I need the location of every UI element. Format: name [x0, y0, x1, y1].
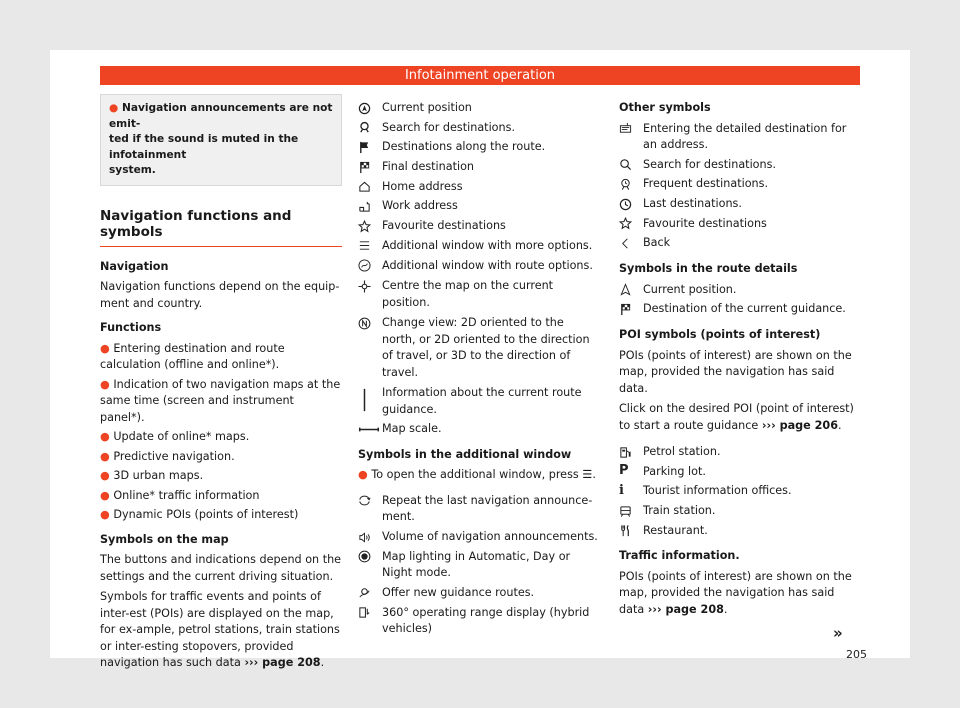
symbol-row: Search for destinations. [358, 120, 598, 137]
additional-window-heading: Symbols in the additional window [358, 447, 572, 461]
symbol-row: Final destination [358, 159, 598, 176]
list-item: ● Predictive navigation. [100, 449, 235, 463]
symbol-row: Search for destinations. [619, 157, 859, 174]
list-item: ● 3D urban maps. [100, 469, 204, 482]
symbol-row: Current position. [619, 282, 859, 299]
functions-heading: Functions [100, 321, 162, 334]
restaurant-icon [619, 523, 643, 539]
route-details-heading: Symbols in the route details [619, 262, 798, 276]
center-map-icon [358, 278, 382, 294]
list-item: ● Indication of two navigation maps at the same time (screen and instrument panel*). [100, 377, 341, 424]
symbol-row: Centre the map on the current position. [358, 278, 598, 311]
list-item: ● Update of online* maps. [100, 430, 250, 443]
symbol-row: Last destinations. [619, 196, 859, 213]
note-box: ● Navigation announcements are not emit- ted if the sound is muted in the infotainment system. [100, 94, 342, 186]
symbol-row: Destination of the current guidance. [619, 301, 859, 318]
symbol-row: Information about the current route guidance. [358, 385, 598, 418]
scale-icon [358, 421, 382, 437]
column-3 [619, 100, 859, 622]
traffic-heading: Traffic information. [619, 549, 740, 563]
continue-arrow: » [833, 624, 843, 642]
list-item: ● Entering destination and route calculation (offline and online*). [100, 341, 285, 371]
map-lighting-icon [358, 549, 382, 565]
map-symbols-heading: Symbols on the map [100, 532, 229, 546]
clock-icon [619, 196, 643, 212]
petrol-icon [619, 444, 643, 460]
column-2 [358, 100, 598, 641]
page-header: Infotainment operation [100, 66, 860, 85]
star-icon [619, 216, 643, 232]
symbol-row: Train station. [619, 503, 859, 520]
symbol-row: Map scale. [358, 421, 598, 438]
checkered-flag-icon [358, 159, 382, 175]
repeat-icon [358, 493, 382, 509]
list-item: ● Online* traffic information [100, 488, 260, 502]
route-info-icon [358, 385, 382, 415]
menu-icon: ☰ [582, 468, 593, 482]
new-routes-icon [358, 585, 382, 601]
back-icon [619, 235, 643, 251]
symbol-row: P Parking lot. [619, 463, 706, 479]
page-link[interactable]: ››› page 208 [244, 656, 321, 669]
map-text-1: The buttons and indications depend on the settings and the current driving situation. [100, 553, 342, 583]
traffic-text: POIs (points of interest) are shown on the map, provided the navigation has said data ››› page 208. [619, 569, 852, 616]
navigation-heading: Navigation [100, 259, 169, 273]
detailed-destination-icon [619, 121, 643, 137]
symbol-row: Restaurant. [619, 523, 859, 540]
flag-icon [358, 139, 382, 155]
symbol-row: Home address [358, 179, 598, 196]
checkered-flag-icon [619, 301, 643, 317]
map-text-2: Symbols for traffic events and points of inter-est (POIs) are displayed on the map, for ex-ample, petrol stations, train stations or inter-esting stopovers, provided navigation has such data ››› page 208. [100, 590, 340, 669]
page-link[interactable]: ››› page 206 [761, 418, 839, 432]
current-position-icon [358, 100, 382, 116]
navigation-text: Navigation functions depend on the equip-ment and country. [100, 280, 340, 310]
range-icon [358, 605, 382, 621]
symbol-row: Additional window with route options. [358, 258, 598, 275]
page-link[interactable]: ››› page 208 [647, 602, 724, 616]
search-destination-icon [358, 120, 382, 136]
symbol-row: Work address [358, 198, 598, 215]
train-icon [619, 503, 643, 519]
symbol-row: Current position [358, 100, 598, 117]
symbol-row: Map lighting in Automatic, Day or Night mode. [358, 549, 598, 582]
work-icon [358, 198, 382, 214]
route-options-icon [358, 258, 382, 274]
poi-text-2: Click on the desired POI (point of interest) to start a route guidance ››› page 206. [619, 402, 854, 432]
section-title: Navigation functions and symbols [100, 208, 342, 247]
symbol-row: Offer new guidance routes. [358, 585, 598, 602]
frequent-icon [619, 176, 643, 192]
star-icon [358, 218, 382, 234]
poi-heading: POI symbols (points of interest) [619, 328, 821, 341]
symbol-row: 360° operating range display (hybrid vehicles) [358, 605, 598, 638]
volume-icon [358, 529, 382, 545]
search-icon [619, 157, 643, 173]
compass-icon [358, 315, 382, 331]
other-symbols-heading: Other symbols [619, 101, 711, 114]
poi-text-1: POIs (points of interest) are shown on the map, provided the navigation has said data. [619, 348, 852, 395]
symbol-row: Petrol station. [619, 444, 859, 461]
symbol-row: Change view: 2D oriented to the north, or 2D oriented to the direction of travel, or 3D to the direction of travel. [358, 315, 598, 381]
symbol-row: Destinations along the route. [358, 139, 598, 156]
position-arrow-icon [619, 282, 643, 298]
column-1 [100, 94, 342, 676]
menu-icon [358, 238, 382, 254]
symbol-row: Favourite destinations [619, 216, 859, 233]
info-icon: i [619, 483, 624, 499]
functions-list [100, 341, 342, 524]
symbol-row: i Tourist information offices. [619, 483, 792, 499]
symbol-row: Entering the detailed destination for an address. [619, 121, 859, 154]
symbol-row: Repeat the last navigation announce-ment. [358, 493, 598, 526]
list-item: ● To open the additional window, press ☰. [358, 468, 596, 482]
symbol-row: Additional window with more options. [358, 238, 598, 255]
symbol-row: Frequent destinations. [619, 176, 859, 193]
symbol-row[interactable]: Back [619, 235, 859, 252]
symbol-row: Favourite destinations [358, 218, 598, 235]
page-number: 205 [846, 648, 867, 661]
list-item: ● Dynamic POIs (points of interest) [100, 508, 299, 521]
home-icon [358, 179, 382, 195]
symbol-row: Volume of navigation announcements. [358, 529, 598, 546]
parking-icon: P [619, 463, 629, 479]
